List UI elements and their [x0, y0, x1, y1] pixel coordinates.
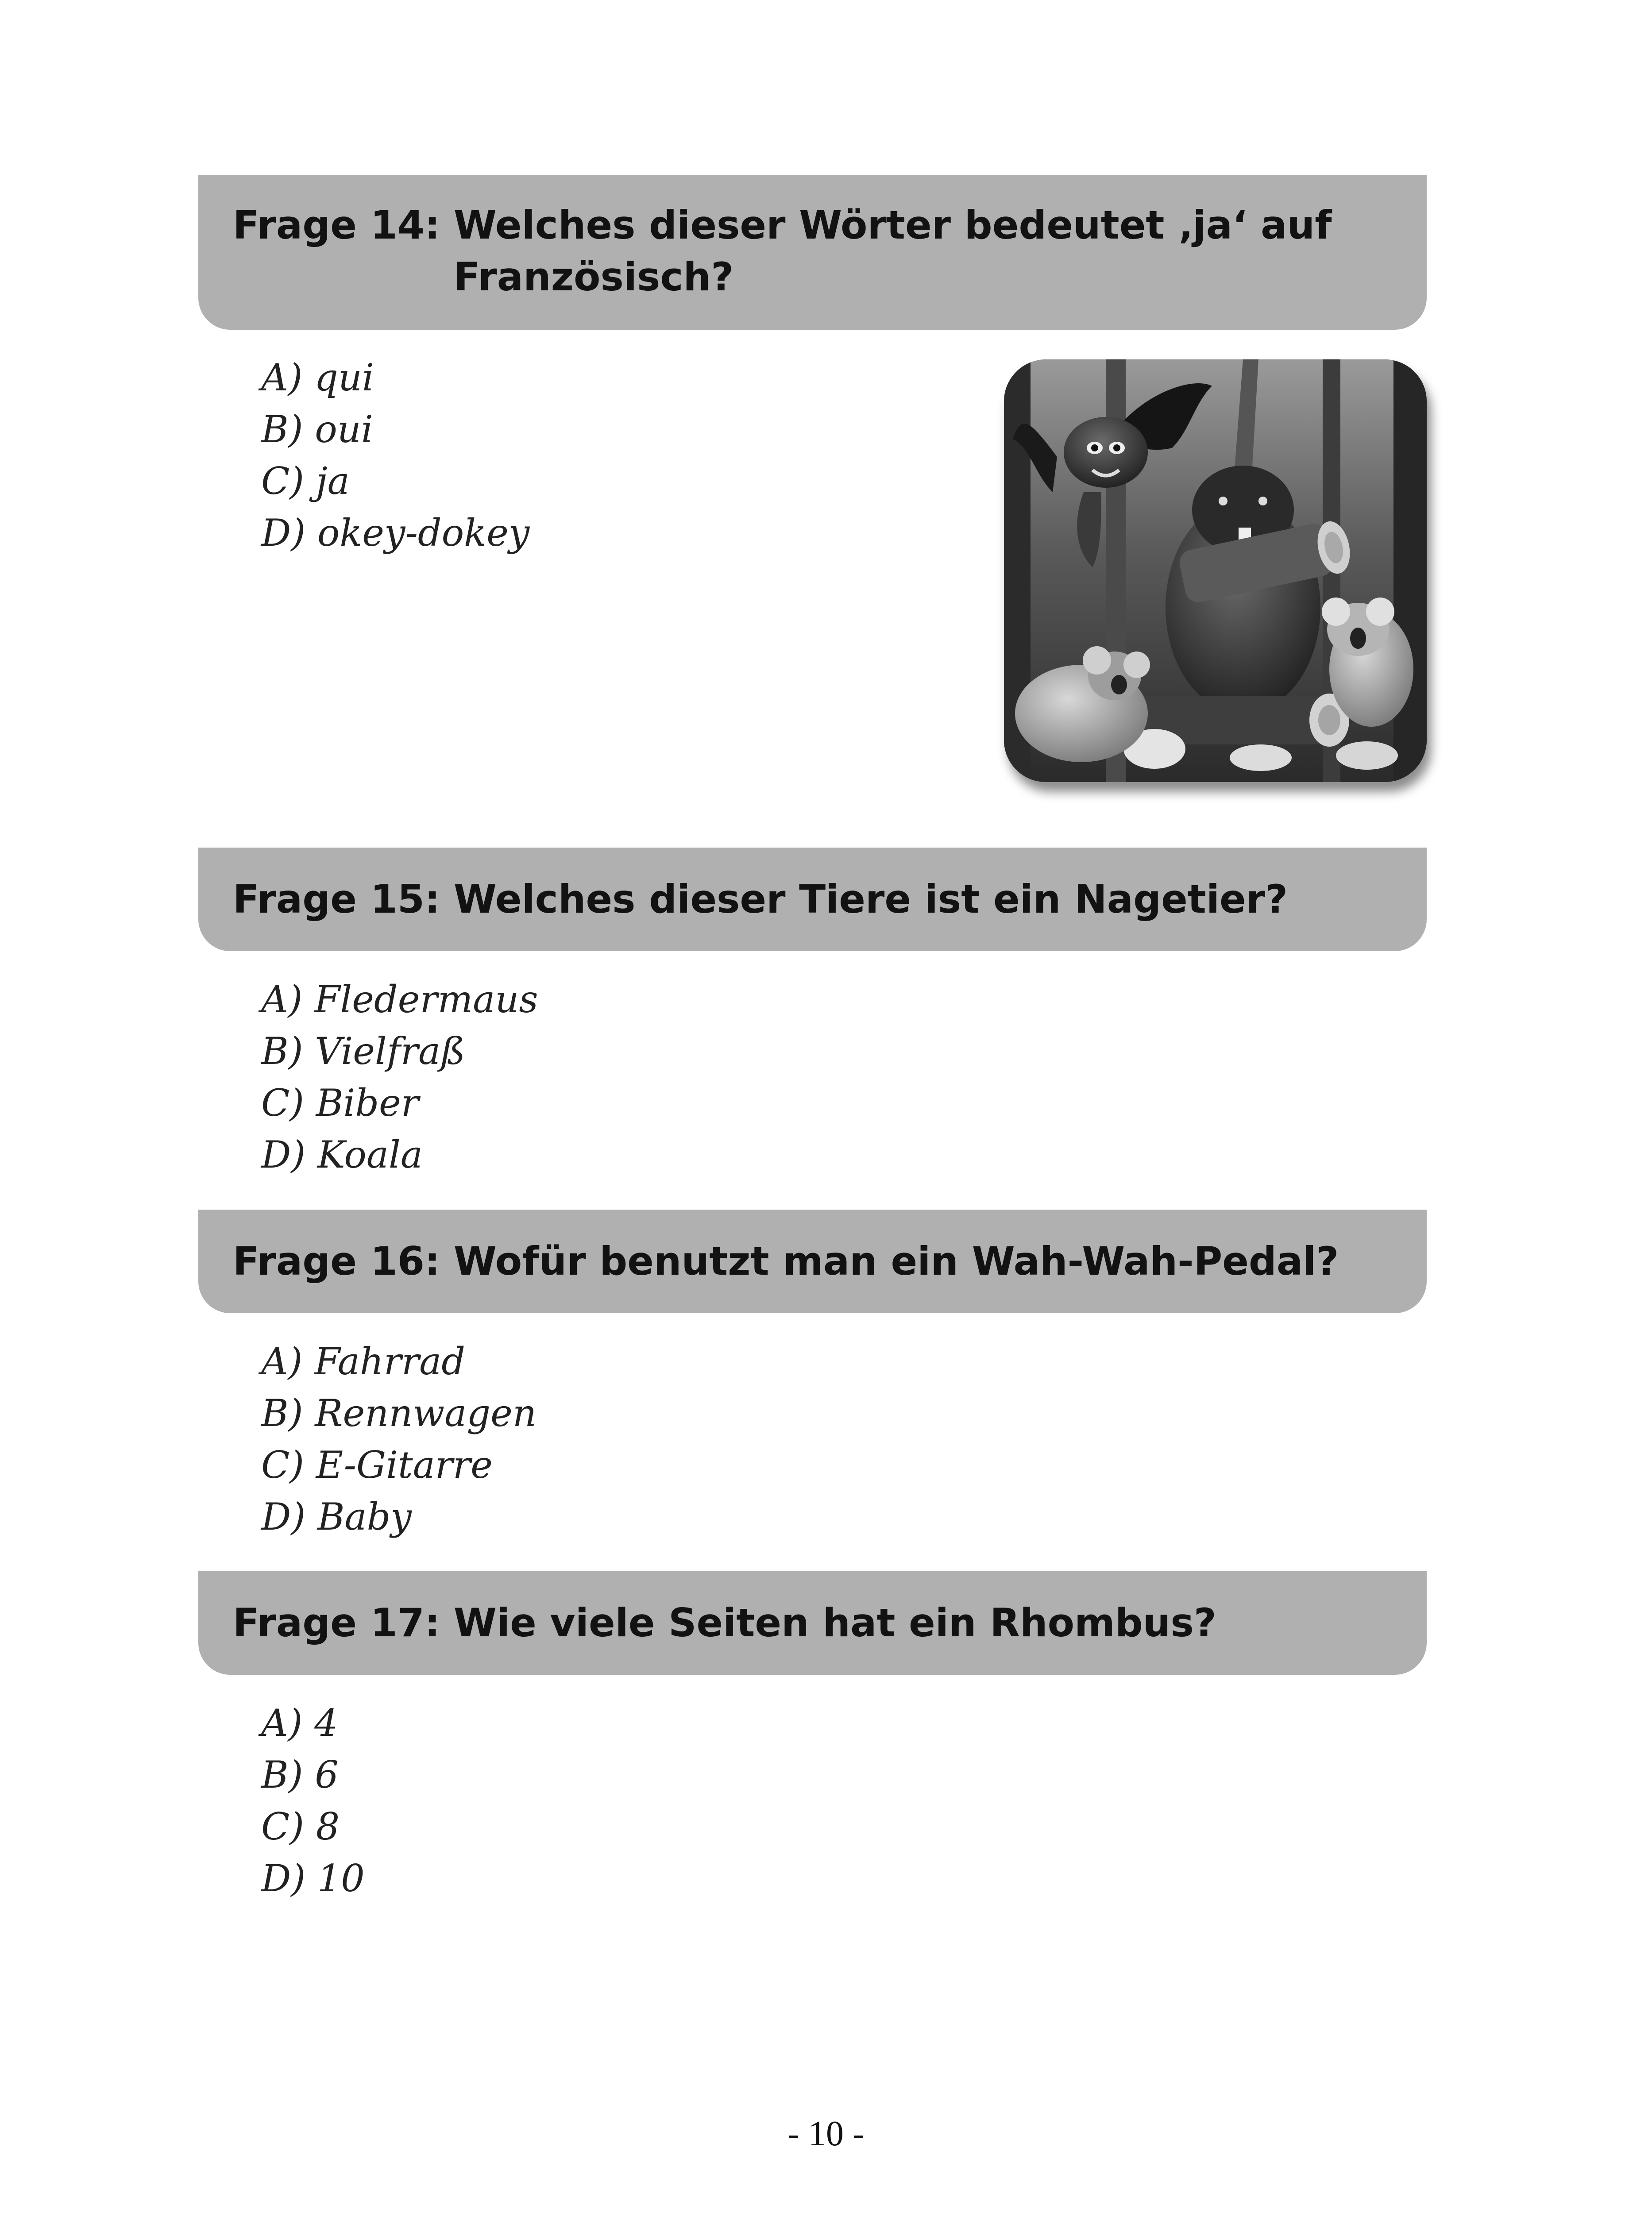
answer-option[interactable]: A) qui	[261, 356, 374, 399]
answer-option[interactable]: B) oui	[261, 408, 373, 451]
question-title-16	[233, 1235, 1339, 1287]
answer-option[interactable]: C) Biber	[261, 1081, 419, 1125]
page-number: - 10 -	[787, 2114, 865, 2153]
answer-list-15	[261, 974, 538, 1181]
question-text-17: Wie viele Seiten hat ein Rhombus?	[453, 1600, 1216, 1646]
question-text-15: Welches dieser Tiere ist ein Nagetier?	[453, 876, 1288, 922]
question-number-15: Frage 15:	[233, 876, 440, 922]
question-header-17	[198, 1571, 1427, 1675]
question-text-16: Wofür benutzt man ein Wah-Wah-Pedal?	[453, 1238, 1339, 1284]
answer-option[interactable]: D) okey-dokey	[261, 511, 530, 555]
question-header-14	[198, 175, 1427, 330]
answer-option[interactable]: D) Baby	[261, 1495, 412, 1538]
question-header-15	[198, 848, 1427, 951]
answer-option[interactable]: B) 6	[261, 1753, 339, 1797]
answer-option[interactable]: B) Vielfraß	[261, 1029, 466, 1073]
answer-option[interactable]: B) Rennwagen	[261, 1392, 537, 1435]
answer-option[interactable]: D) 10	[261, 1857, 365, 1900]
answer-list-14	[261, 352, 529, 559]
answer-option[interactable]: D) Koala	[261, 1133, 423, 1176]
answer-list-16	[261, 1336, 537, 1543]
question-title-15	[233, 873, 1288, 925]
answer-option[interactable]: C) ja	[261, 459, 350, 503]
answer-option[interactable]: C) 8	[261, 1805, 340, 1848]
answer-option[interactable]: C) E-Gitarre	[261, 1443, 493, 1487]
question-number-16: Frage 16:	[233, 1238, 440, 1284]
forest-animals-illustration	[1004, 359, 1427, 782]
answer-option[interactable]: A) Fledermaus	[261, 978, 538, 1021]
question-number-14: Frage 14:	[233, 202, 440, 248]
answer-list-17	[261, 1697, 365, 1905]
answer-option[interactable]: A) 4	[261, 1701, 338, 1745]
question-title-14	[233, 199, 1332, 303]
answer-option[interactable]: A) Fahrrad	[261, 1340, 466, 1383]
question-number-17: Frage 17:	[233, 1600, 440, 1646]
question-title-17	[233, 1597, 1216, 1649]
question-header-16	[198, 1210, 1427, 1313]
question-text-14: Welches dieser Wörter bedeutet ‚ja‘ auf Französisch?	[453, 202, 1332, 300]
